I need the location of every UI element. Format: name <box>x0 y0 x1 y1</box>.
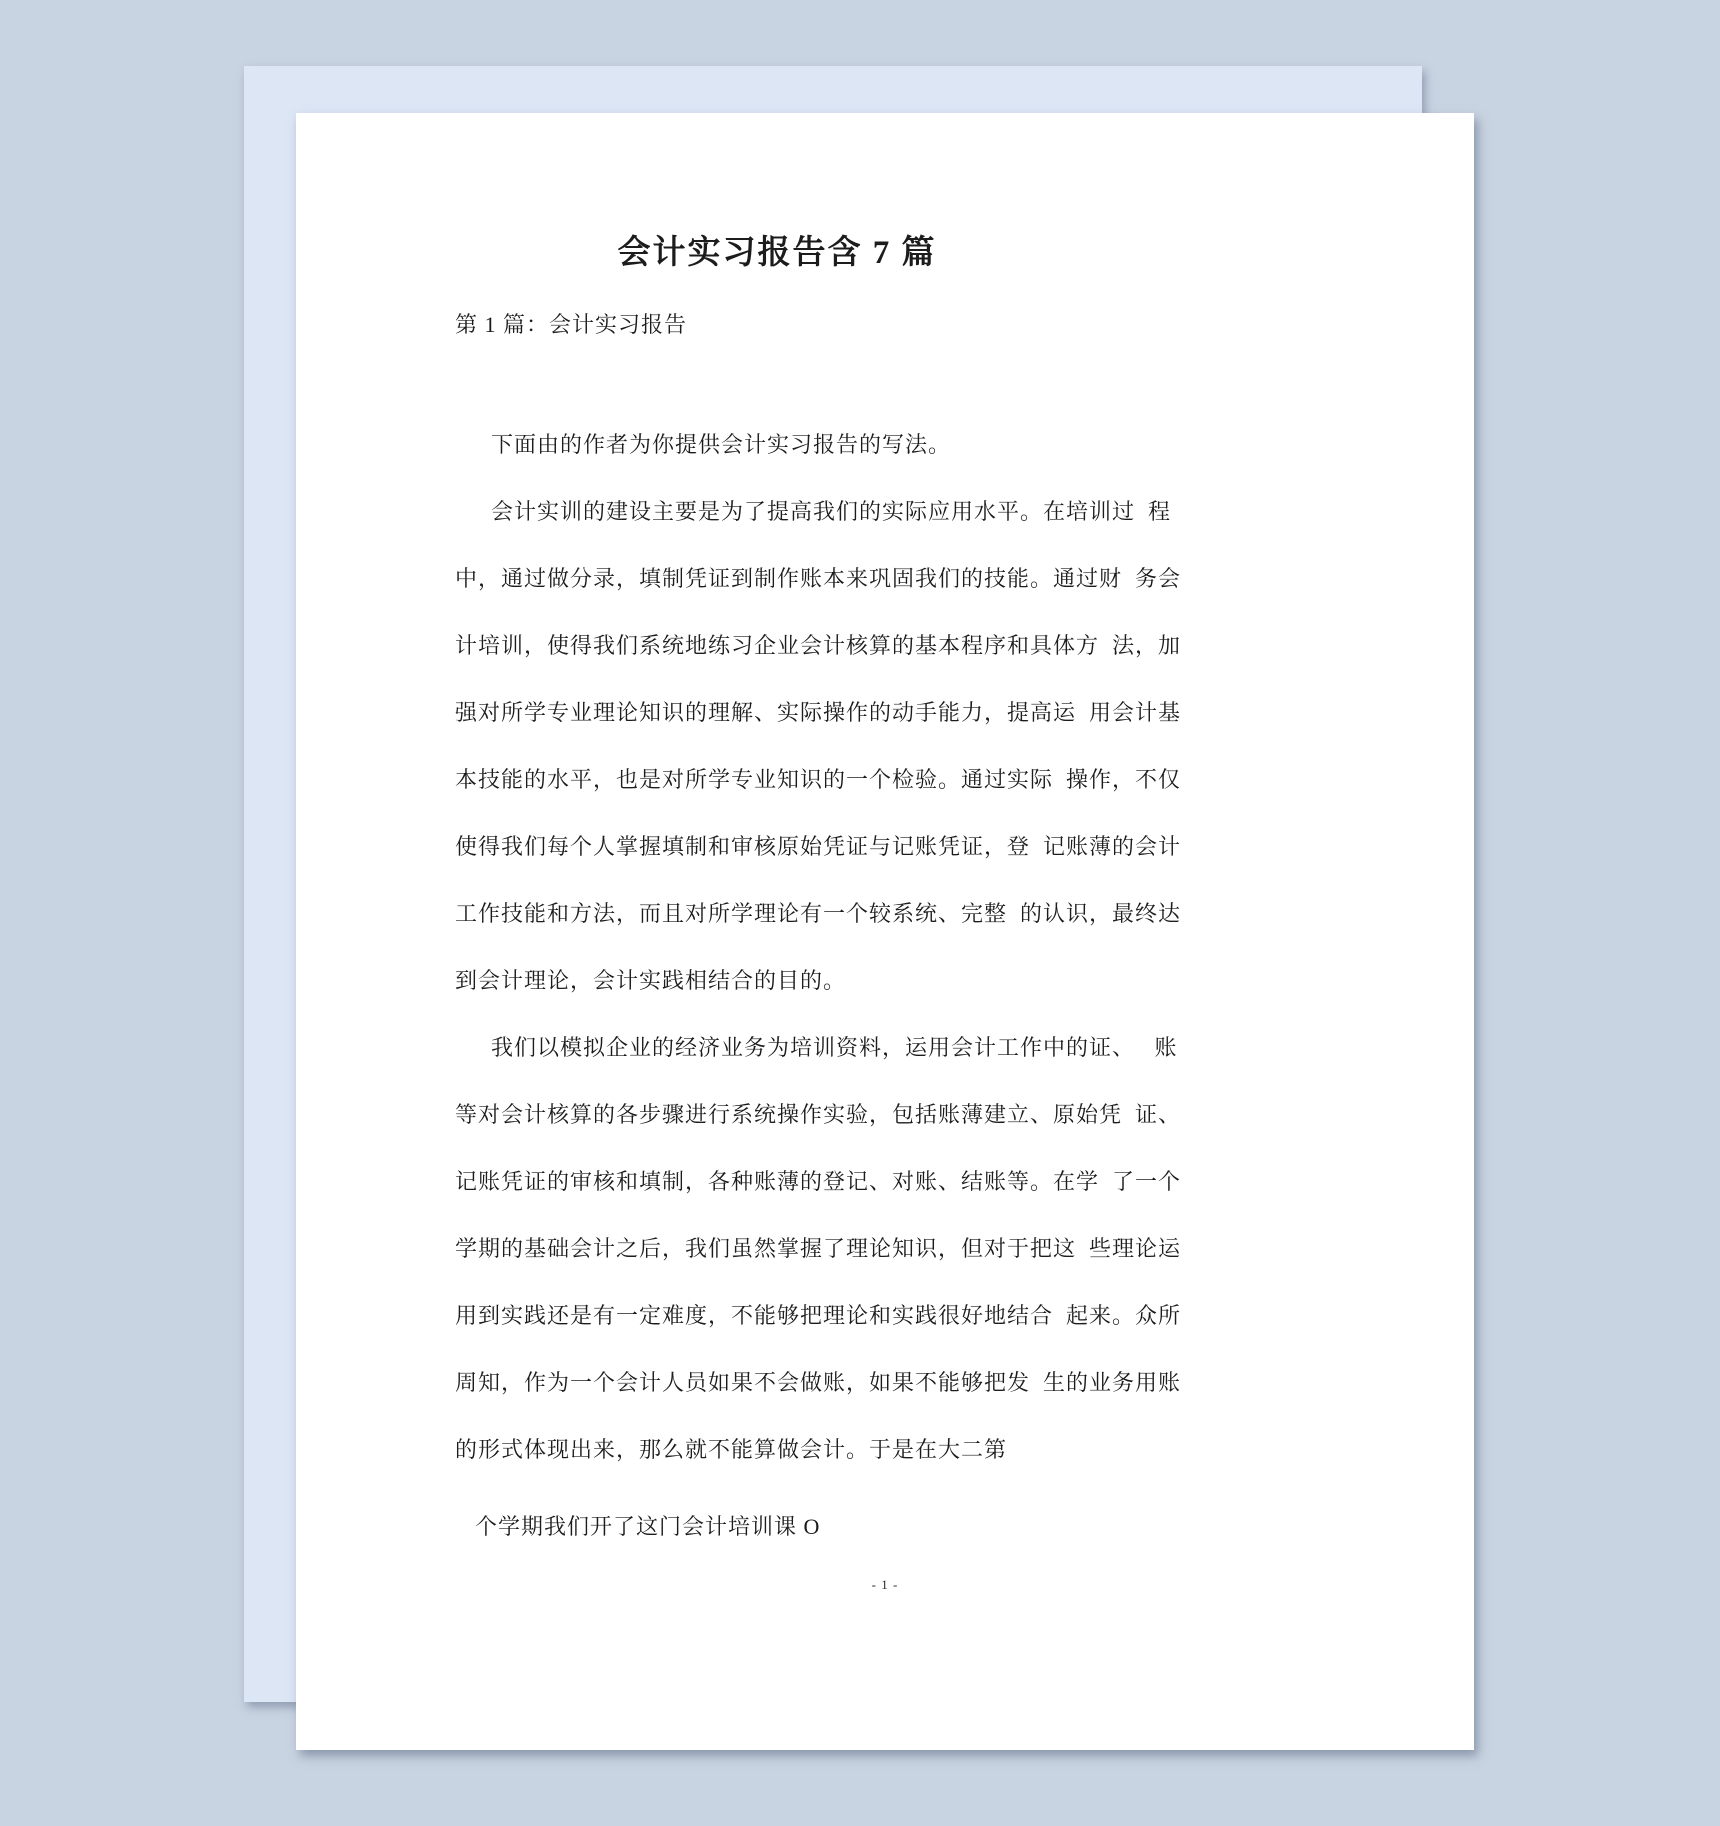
body-line: 工作技能和方法，而且对所学理论有一个较系统、完整 的认识，最终达 <box>455 901 1182 926</box>
body-line: 记账凭证的审核和填制，各种账薄的登记、对账、结账等。在学 了一个 <box>455 1169 1182 1194</box>
body-line: 用到实践还是有一定难度，不能够把理论和实践很好地结合 起来。众所 <box>455 1303 1182 1328</box>
body-line: 我们以模拟企业的经济业务为培训资料，运用会计工作中的证、 账 <box>491 1035 1178 1060</box>
page-content <box>296 113 1474 1560</box>
body-line: 的形式体现出来，那么就不能算做会计。于是在大二第 <box>455 1437 1008 1462</box>
body-line: 下面由的作者为你提供会计实习报告的写法。 <box>491 432 952 457</box>
document-title: 会计实习报告含 7 篇 <box>617 235 937 271</box>
body-line: 学期的基础会计之后，我们虽然掌握了理论知识，但对于把这 些理论运 <box>455 1236 1182 1261</box>
body-line: 周知，作为一个会计人员如果不会做账，如果不能够把发 生的业务用账 <box>455 1370 1182 1395</box>
front-page-sheet <box>296 113 1474 1750</box>
section-heading: 第 1 篇：会计实习报告 <box>455 312 688 337</box>
body-line: 中，通过做分录，填制凭证到制作账本来巩固我们的技能。通过财 务会 <box>455 566 1182 591</box>
body-line: 计培训，使得我们系统地练习企业会计核算的基本程序和具体方 法，加 <box>455 633 1182 658</box>
body-text-block <box>455 411 1182 1560</box>
body-line: 使得我们每个人掌握填制和审核原始凭证与记账凭证，登 记账薄的会计 <box>455 834 1182 859</box>
body-line: 会计实训的建设主要是为了提高我们的实际应用水平。在培训过 程 <box>491 499 1172 524</box>
body-line: 个学期我们开了这门会计培训课 O <box>475 1514 821 1539</box>
body-line: 到会计理论，会计实践相结合的目的。 <box>455 968 847 993</box>
page-number: - 1 - <box>871 1577 899 1592</box>
body-line: 强对所学专业理论知识的理解、实际操作的动手能力，提高运 用会计基 <box>455 700 1182 725</box>
body-line: 本技能的水平，也是对所学专业知识的一个检验。通过实际 操作，不仅 <box>455 767 1182 792</box>
body-line: 等对会计核算的各步骤进行系统操作实验，包括账薄建立、原始凭 证、 <box>455 1102 1182 1127</box>
